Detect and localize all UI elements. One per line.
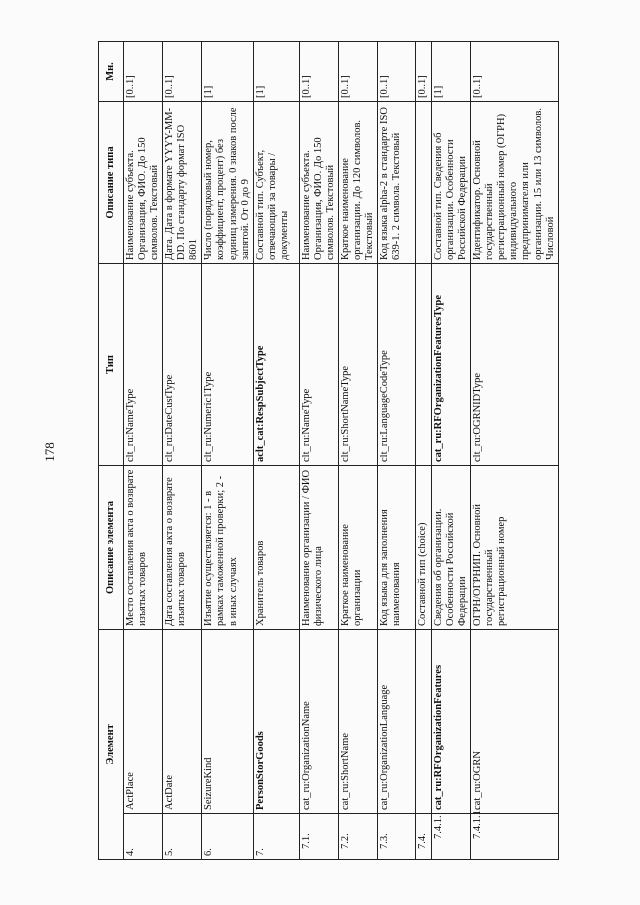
element-description: Код языка для заполнения наименования	[378, 466, 416, 630]
header-description: Описание элемента	[99, 466, 124, 630]
header-type-description: Описание типа	[99, 102, 124, 264]
header-type: Тип	[99, 264, 124, 466]
multiplicity: [0..1]	[124, 42, 163, 102]
element-name: ActPlace	[124, 630, 163, 814]
element-type: aclt_cat:RespSubjectType	[253, 264, 299, 466]
element-name: cat_ru:ShortName	[338, 630, 377, 814]
multiplicity: [0..1]	[378, 42, 416, 102]
multiplicity: [0..1]	[299, 42, 338, 102]
type-description: Код языка alpha-2 в стандарте ISO 639-1. 2 символа. Текстовый	[378, 102, 416, 264]
type-description: Дата. Дата в формате YYYY-MM-DD. По стандарту формат ISO 8601	[163, 102, 202, 264]
row-number: 7.4.	[416, 814, 432, 860]
row-number: 7.2.	[338, 814, 377, 860]
element-name: cat_ru:OrganizationName	[299, 630, 338, 814]
element-name: cat_ru:OGRN	[471, 630, 558, 814]
table-row	[124, 42, 163, 860]
multiplicity: [0..1]	[338, 42, 377, 102]
element-type: clt_ru:NameType	[124, 264, 163, 466]
row-number: 7.3.	[378, 814, 416, 860]
element-type: clt_ru:Numeric1Type	[202, 264, 253, 466]
element-name: SeizureKind	[202, 630, 253, 814]
element-name	[416, 630, 432, 814]
element-description: Дата составления акта о возврате изъятых товаров	[163, 466, 202, 630]
table-row	[299, 42, 338, 860]
element-type: clt_ru:DateCustType	[163, 264, 202, 466]
multiplicity: [1]	[432, 42, 471, 102]
element-type: clt_ru:NameType	[299, 264, 338, 466]
row-number: 7.4.1.	[432, 814, 471, 860]
element-description: ОГРН/ОГРНИП. Основной государственный регистрационный номер	[471, 466, 558, 630]
header-mult: Мн.	[99, 42, 124, 102]
type-description: Число (порядковый номер, коэффициент, процент) без единиц измерения. 0 знаков после запятой. От 0 до 9	[202, 102, 253, 264]
element-name: ActDate	[163, 630, 202, 814]
multiplicity: [0..1]	[471, 42, 558, 102]
multiplicity: [0..1]	[163, 42, 202, 102]
schema-table	[98, 41, 559, 860]
row-number: 5.	[163, 814, 202, 860]
row-number: 6.	[202, 814, 253, 860]
table-row	[163, 42, 202, 860]
table-row	[338, 42, 377, 860]
row-number: 4.	[124, 814, 163, 860]
element-description: Краткое наименование организации	[338, 466, 377, 630]
element-description: Наименование организации / ФИО физического лица	[299, 466, 338, 630]
element-type: clt_ru:ShortNameType	[338, 264, 377, 466]
type-description: Составной тип. Сведения об организации. Особенности Российской Федерации	[432, 102, 471, 264]
element-type: cat_ru:RFOrganizationFeaturesType	[432, 264, 471, 466]
header-row	[99, 42, 124, 860]
table-row	[202, 42, 253, 860]
element-name: cat_ru:RFOrganizationFeatures	[432, 630, 471, 814]
element-type	[416, 264, 432, 466]
row-number: 7.	[253, 814, 299, 860]
type-description: Идентификатор. Основной государственный регистрационный номер (ОГРН) индивидуального предпринимателя или организации. 15 или 13 символов. Числовой	[471, 102, 558, 264]
type-description: Наименование субъекта. Организация, ФИО. До 150 символов. Текстовый	[124, 102, 163, 264]
table-row	[416, 42, 432, 860]
table-row	[378, 42, 416, 860]
rotated-table-wrapper	[98, 42, 556, 860]
element-name: cat_ru:OrganizationLanguage	[378, 630, 416, 814]
multiplicity: [1]	[253, 42, 299, 102]
element-description: Место составления акта о возврате изъятых товаров	[124, 466, 163, 630]
type-description: Составной тип. Субъект, отвечающий за товары / документы	[253, 102, 299, 264]
type-description: Наименование субъекта. Организация, ФИО. До 150 символов. Текстовый	[299, 102, 338, 264]
table-row	[432, 42, 471, 860]
element-type: clt_ru:OGRNIDType	[471, 264, 558, 466]
multiplicity: [1]	[202, 42, 253, 102]
element-name: PersonStorGoods	[253, 630, 299, 814]
element-description: Составной тип (choice)	[416, 466, 432, 630]
row-number: 7.1.	[299, 814, 338, 860]
table-row	[253, 42, 299, 860]
page-number: 178	[42, 442, 57, 462]
multiplicity: [0..1]	[416, 42, 432, 102]
element-description: Сведения об организации. Особенности Российской Федерации	[432, 466, 471, 630]
header-element: Элемент	[99, 630, 124, 860]
element-description: Изъятие осуществляется: 1 - в рамках таможенной проверки; 2 - в иных случаях	[202, 466, 253, 630]
row-number: 7.4.1.1.	[471, 814, 558, 860]
element-description: Хранитель товаров	[253, 466, 299, 630]
element-type: clt_ru:LanguageCodeType	[378, 264, 416, 466]
type-description	[416, 102, 432, 264]
table-row	[471, 42, 558, 860]
type-description: Краткое наименование организации. До 120 символов. Текстовый	[338, 102, 377, 264]
